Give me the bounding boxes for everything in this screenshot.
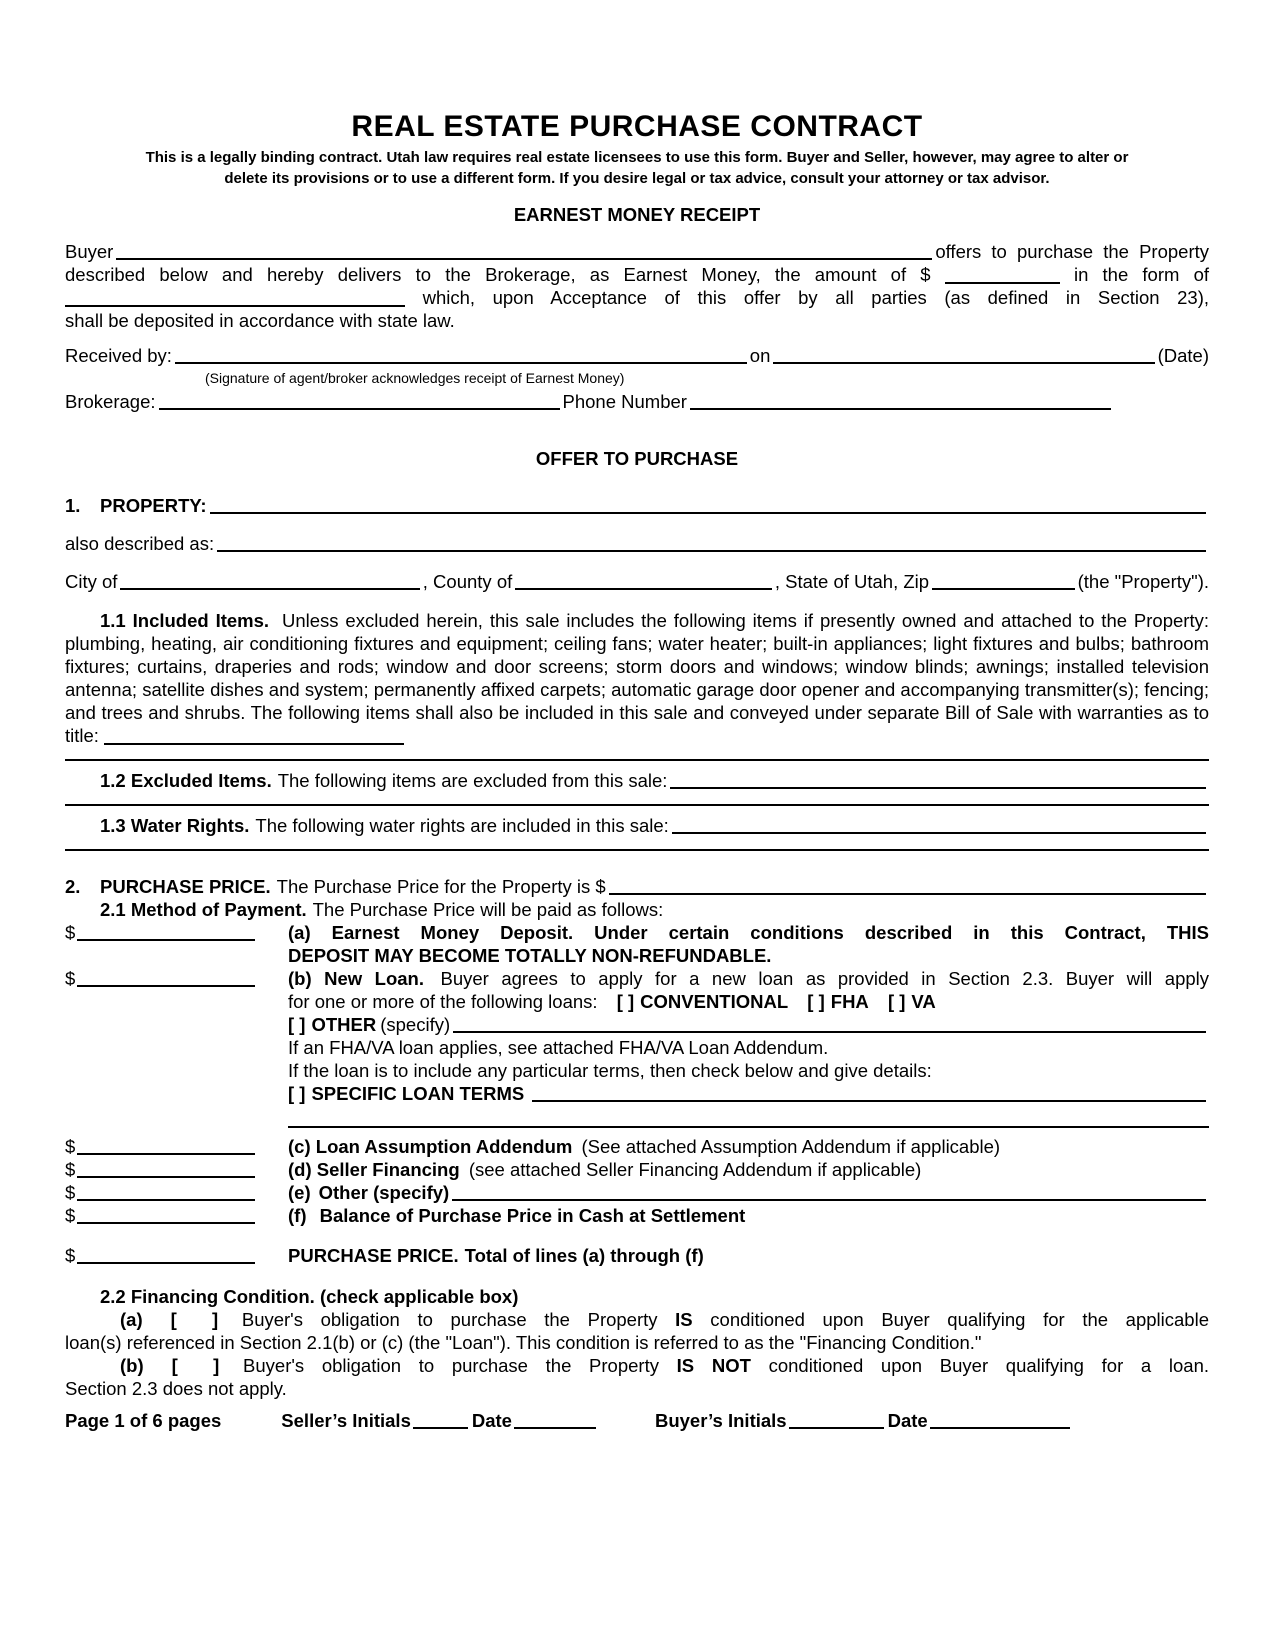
financing-a-post-1: conditioned upon Buyer qualifying for the applicable (710, 1309, 1209, 1330)
item-b-title: New Loan. (324, 968, 424, 989)
financing-a-is: IS (675, 1309, 693, 1330)
dollar-sign: $ (65, 1159, 76, 1180)
loan-types-line (288, 990, 1209, 1013)
page-number: Page 1 of 6 pages (65, 1410, 222, 1431)
date-label: (Date) (1157, 345, 1209, 366)
received-by-signature-blank[interactable] (175, 362, 747, 364)
item-d-title: Seller Financing (316, 1159, 460, 1180)
item-c-label: (c) (288, 1136, 311, 1157)
property-suffix: (the "Property"). (1077, 571, 1209, 592)
property-line (65, 494, 1209, 517)
item-e-title: Other (specify) (318, 1182, 450, 1203)
brokerage-blank[interactable] (159, 408, 560, 410)
financing-b-label: (b) (120, 1355, 144, 1376)
purchase-price-intro: The Purchase Price for the Property is $ (276, 876, 606, 897)
buyer-line (65, 240, 1209, 263)
seller-initials-label: Seller’s Initials (281, 1410, 411, 1431)
total-price-title: PURCHASE PRICE. (288, 1245, 459, 1266)
included-items-title: 1.1 Included Items. (100, 610, 270, 631)
financing-b-post-1: conditioned upon Buyer qualifying for a loan. (768, 1355, 1210, 1376)
purchase-price-label: PURCHASE PRICE. (100, 876, 271, 897)
item-f-label: (f) (288, 1205, 307, 1226)
received-by-line (65, 344, 1209, 367)
city-blank[interactable] (120, 588, 419, 590)
item-e-label: (e) (288, 1182, 311, 1203)
method-of-payment-line (100, 898, 1209, 921)
total-price-text: Total of lines (a) through (f) (464, 1245, 704, 1266)
disclaimer (65, 147, 1209, 189)
dollar-sign: $ (65, 1205, 76, 1226)
amount-e-blank[interactable] (77, 1199, 255, 1201)
specific-loan-terms-line (288, 1082, 1209, 1105)
amount-f-field (65, 1204, 255, 1227)
financing-condition-title: 2.2 Financing Condition. (check applicable box) (100, 1286, 519, 1307)
property-label: PROPERTY: (100, 495, 207, 516)
total-price-row (65, 1244, 1209, 1267)
county-label: , County of (422, 571, 513, 592)
checkbox-va[interactable]: [ ] (887, 991, 906, 1012)
va-label: VA (911, 991, 936, 1012)
deposit-text: shall be deposited in accordance with state law. (65, 310, 455, 331)
amount-f-blank[interactable] (77, 1222, 255, 1224)
dollar-sign: $ (65, 1245, 76, 1266)
received-date-blank[interactable] (773, 362, 1154, 364)
buyer-date-label: Date (887, 1410, 928, 1431)
excluded-items-continuation-blank[interactable] (65, 804, 1209, 806)
purchase-price-line (65, 875, 1209, 898)
water-rights-body: The following water rights are included in this sale: (255, 815, 669, 836)
amount-c-field (65, 1135, 255, 1158)
payment-row-e (65, 1181, 1209, 1204)
specific-loan-terms-blank[interactable] (532, 1100, 1206, 1102)
seller-initials-blank[interactable] (413, 1427, 468, 1429)
disclaimer-line-1: This is a legally binding contract. Utah law requires real estate licensees to use this form. Buyer and Seller, however, may agree to alter or (145, 149, 1129, 166)
water-rights-continuation-blank[interactable] (65, 849, 1209, 851)
amount-text: described below and hereby delivers to the Brokerage, as Earnest Money, the amount of $ (65, 264, 931, 285)
buyer-initials-blank[interactable] (789, 1427, 884, 1429)
earnest-amount-blank[interactable] (945, 264, 1060, 285)
checkbox-other-loan[interactable]: [ ] (288, 1014, 306, 1035)
buyer-initials-label: Buyer’s Initials (654, 1410, 787, 1431)
payment-row-b (65, 967, 1209, 1128)
financing-b-pre: Buyer's obligation to purchase the Property (243, 1355, 659, 1376)
item-d-text: (see attached Seller Financing Addendum if applicable) (468, 1159, 922, 1180)
financing-b-is-not: IS NOT (676, 1355, 751, 1376)
dollar-sign: $ (65, 1182, 76, 1203)
disclaimer-line-2: delete its provisions or to use a different form. If you desire legal or tax advice, consult your attorney or tax advisor. (224, 170, 1050, 187)
buyer-name-blank[interactable] (116, 258, 932, 260)
financing-a-label: (a) (120, 1309, 143, 1330)
checkbox-fha[interactable]: [ ] (807, 991, 825, 1012)
buyer-date-blank[interactable] (930, 1427, 1070, 1429)
water-rights-blank[interactable] (672, 832, 1206, 834)
financing-a-line-1 (65, 1308, 1209, 1331)
phone-number-label: Phone Number (562, 391, 687, 412)
checkbox-financing-b[interactable]: [ ] (171, 1355, 220, 1376)
amount-a-blank[interactable] (77, 939, 255, 941)
also-described-line (65, 532, 1209, 555)
item-b-label: (b) (288, 968, 312, 989)
amount-b-field (65, 967, 255, 990)
item-a-label: (a) (288, 922, 311, 943)
also-described-label: also described as: (65, 533, 215, 554)
state-zip-label: , State of Utah, Zip (774, 571, 930, 592)
signature-note: (Signature of agent/broker acknowledges receipt of Earnest Money) (205, 370, 625, 386)
brokerage-line (65, 390, 1114, 413)
other-e-specify-blank[interactable] (452, 1199, 1206, 1201)
specific-loan-terms-continuation-blank[interactable] (288, 1126, 1209, 1128)
total-amount-field (65, 1244, 255, 1267)
other-loan-specify-label: (specify) (380, 1014, 451, 1035)
water-rights-line (65, 814, 1209, 837)
section-1-number: 1. (65, 495, 81, 516)
item-c-title: Loan Assumption Addendum (315, 1136, 573, 1157)
earnest-money-receipt-heading: EARNEST MONEY RECEIPT (513, 204, 761, 225)
payment-row-d (65, 1158, 1209, 1181)
amount-b-blank[interactable] (77, 985, 255, 987)
fha-label: FHA (830, 991, 869, 1012)
phone-number-blank[interactable] (690, 408, 1111, 410)
offers-text: offers to purchase the Property (935, 241, 1209, 262)
item-b-text-2: for one or more of the following loans: (288, 991, 598, 1012)
zip-blank[interactable] (932, 588, 1075, 590)
included-items-continuation-blank[interactable] (65, 759, 1209, 761)
dollar-sign: $ (65, 968, 76, 989)
financing-a-line-2: loan(s) referenced in Section 2.1(b) or (c) (the "Loan"). This condition is referred to as the "Financing Condition." (65, 1332, 982, 1353)
acceptance-text: which, upon Acceptance of this offer by all parties (as defined in Section 23), (422, 287, 1210, 308)
financing-a-pre: Buyer's obligation to purchase the Property (241, 1309, 658, 1330)
payment-row-c (65, 1135, 1209, 1158)
other-loan-label: OTHER (311, 1014, 377, 1035)
seller-date-blank[interactable] (514, 1427, 596, 1429)
item-b-text-1: Buyer agrees to apply for a new loan as provided in Section 2.3. Buyer will apply (440, 968, 1210, 989)
method-of-payment-title: 2.1 Method of Payment. (100, 899, 307, 920)
buyer-label: Buyer (65, 241, 114, 262)
also-described-blank[interactable] (217, 550, 1206, 552)
form-of-text: in the form of (1073, 264, 1210, 285)
other-loan-specify-blank[interactable] (453, 1031, 1206, 1033)
section-2-number: 2. (65, 876, 81, 897)
included-items-body: Unless excluded herein, this sale includes the following items if presently owned and attached to the Property: plumbing, heating, air conditioning fixtures and equipment; ceiling fans; water heater; built-in appliances; light fixtures and bulbs; bathroom fixtures; curtains, draperies and rods; window and door screens; storm doors and windows; window blinds; awnings; installed television antenna; satellite dishes and system; permanently affixed carpets; automatic garage door opener and accompanying transmitter(s); fencing; and trees and shrubs. The following items shall also be included in this sale and conveyed under separate Bill of Sale with warranties as to title: (65, 610, 1209, 746)
item-f-title: Balance of Purchase Price in Cash at Settlement (319, 1205, 746, 1226)
brokerage-label: Brokerage: (65, 391, 156, 412)
other-loan-line (288, 1013, 1209, 1036)
conventional-label: CONVENTIONAL (640, 991, 789, 1012)
excluded-items-blank[interactable] (670, 787, 1206, 789)
item-d-label: (d) (288, 1159, 312, 1180)
county-blank[interactable] (515, 588, 772, 590)
method-of-payment-intro: The Purchase Price will be paid as follows: (312, 899, 664, 920)
item-c-text: (See attached Assumption Addendum if applicable) (581, 1136, 1001, 1157)
amount-a-field (65, 921, 255, 944)
offer-to-purchase-heading: OFFER TO PURCHASE (535, 448, 739, 469)
seller-date-label: Date (471, 1410, 512, 1431)
payment-row-a (65, 921, 1209, 967)
form-of-line (65, 286, 1209, 309)
city-line (65, 570, 1209, 593)
checkbox-specific-loan-terms[interactable]: [ ] (288, 1083, 306, 1104)
received-by-label: Received by: (65, 345, 172, 366)
water-rights-title: 1.3 Water Rights. (100, 815, 250, 836)
dollar-sign: $ (65, 922, 76, 943)
excluded-items-title: 1.2 Excluded Items. (100, 770, 272, 791)
specific-loan-terms-label: SPECIFIC LOAN TERMS (311, 1083, 525, 1104)
excluded-items-line (65, 769, 1209, 792)
financing-b-line-2: Section 2.3 does not apply. (65, 1378, 287, 1399)
financing-b-line-1 (65, 1354, 1209, 1377)
particular-terms-note: If the loan is to include any particular terms, then check below and give details: (288, 1060, 932, 1081)
checkbox-financing-a[interactable]: [ ] (170, 1309, 219, 1330)
financing-condition-heading (100, 1285, 1209, 1308)
included-items-paragraph (65, 609, 1209, 747)
item-a-text-1: Earnest Money Deposit. Under certain conditions described in this Contract, THIS (331, 922, 1210, 943)
excluded-items-body: The following items are excluded from this sale: (277, 770, 668, 791)
purchase-price-blank[interactable] (609, 893, 1206, 895)
form-of-blank[interactable] (65, 287, 405, 308)
property-description-blank[interactable] (210, 512, 1206, 514)
page-footer (65, 1409, 1209, 1432)
amount-d-blank[interactable] (77, 1176, 255, 1178)
payment-row-f (65, 1204, 1209, 1227)
city-label: City of (65, 571, 118, 592)
total-amount-blank[interactable] (77, 1262, 255, 1264)
checkbox-conventional[interactable]: [ ] (616, 991, 635, 1012)
amount-d-field (65, 1158, 255, 1181)
amount-c-blank[interactable] (77, 1153, 255, 1155)
page-title: REAL ESTATE PURCHASE CONTRACT (351, 110, 923, 143)
fha-va-note: If an FHA/VA loan applies, see attached FHA/VA Loan Addendum. (288, 1037, 829, 1058)
bill-of-sale-items-blank[interactable] (104, 725, 404, 746)
on-label: on (749, 345, 771, 366)
amount-e-field (65, 1181, 255, 1204)
amount-line (65, 263, 1209, 286)
dollar-sign: $ (65, 1136, 76, 1157)
item-a-text-2: DEPOSIT MAY BECOME TOTALLY NON-REFUNDABLE. (288, 945, 772, 966)
